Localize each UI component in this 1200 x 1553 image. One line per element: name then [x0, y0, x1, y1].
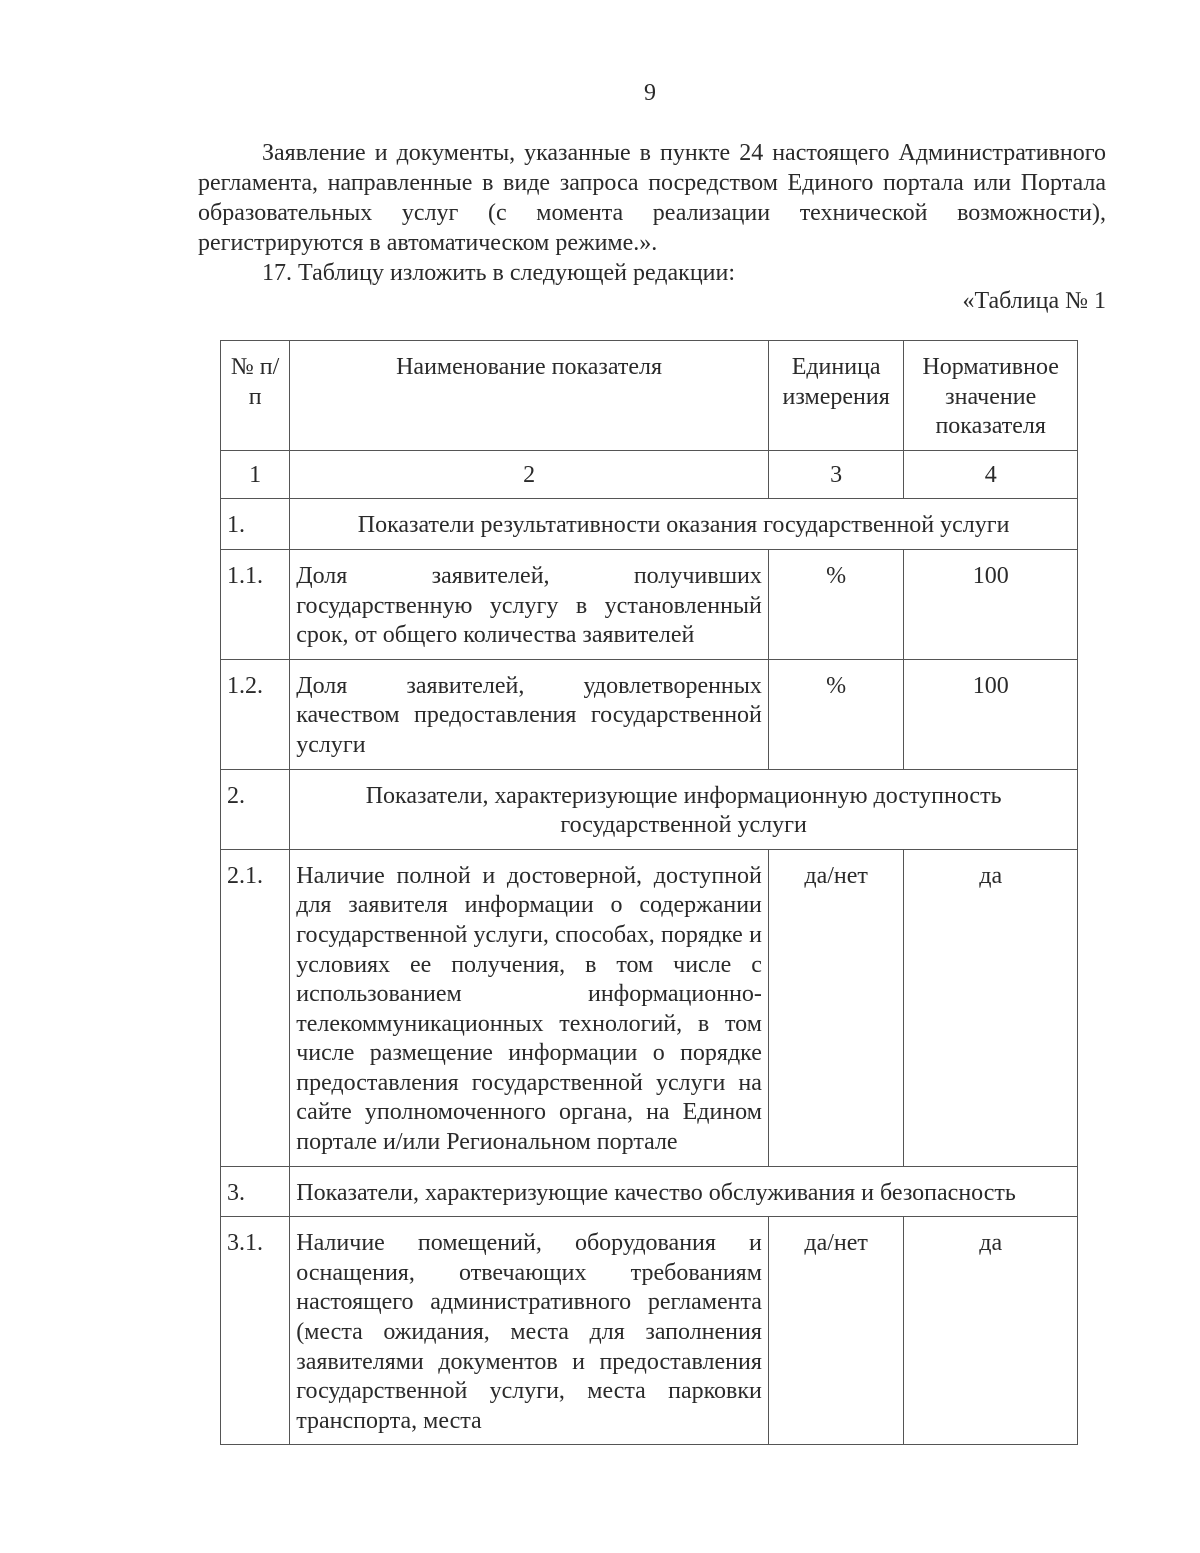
header-num: № п/п — [221, 341, 290, 451]
column-number: 4 — [904, 450, 1078, 499]
table-row — [221, 1217, 1078, 1445]
row-norm: 100 — [904, 549, 1078, 659]
section-title: Показатели, характеризующие информационную доступность государственной услуги — [290, 769, 1078, 849]
row-unit: да/нет — [768, 1217, 903, 1445]
section-title: Показатели результативности оказания государственной услуги — [290, 499, 1078, 550]
row-num: 2.1. — [221, 849, 290, 1166]
header-norm: Нормативное значение показателя — [904, 341, 1078, 451]
section-row — [221, 499, 1078, 550]
row-name: Доля заявителей, удовлетворенных качеством предоставления государственной услуги — [290, 659, 769, 769]
row-num: 3. — [221, 1166, 290, 1217]
row-name: Наличие помещений, оборудования и оснащения, отвечающих требованиям настоящего административного регламента (места ожидания, места для заполнения заявителями документов и предоставления государственной услуги, места парковки транспорта, места — [290, 1217, 769, 1445]
page-number: 9 — [644, 80, 656, 106]
row-norm: да — [904, 1217, 1078, 1445]
table-row — [221, 659, 1078, 769]
row-num: 3.1. — [221, 1217, 290, 1445]
row-num: 1.2. — [221, 659, 290, 769]
header-name: Наименование показателя — [290, 341, 769, 451]
table-row — [221, 549, 1078, 659]
row-norm: да — [904, 849, 1078, 1166]
section-row — [221, 769, 1078, 849]
row-unit: % — [768, 659, 903, 769]
row-unit: да/нет — [768, 849, 903, 1166]
header-unit: Единица измерения — [768, 341, 903, 451]
row-unit: % — [768, 549, 903, 659]
column-number: 2 — [290, 450, 769, 499]
column-number: 3 — [768, 450, 903, 499]
table-caption: «Таблица № 1 — [962, 288, 1106, 314]
indicators-table — [220, 340, 1078, 1445]
row-norm: 100 — [904, 659, 1078, 769]
section-row — [221, 1166, 1078, 1217]
row-name: Доля заявителей, получивших государственную услугу в установленный срок, от общего количества заявителей — [290, 549, 769, 659]
row-name: Наличие полной и достоверной, доступной для заявителя информации о содержании государственной услуги, способах, порядке и условиях ее получения, в том числе с использованием информационно-телекоммуникационных технологий, в том числе размещение информации о порядке предоставления государственной услуги на сайте уполномоченного органа, на Едином портале и/или Региональном портале — [290, 849, 769, 1166]
column-numbers-row — [221, 450, 1078, 499]
table-header-row — [221, 341, 1078, 451]
row-num: 1.1. — [221, 549, 290, 659]
row-num: 1. — [221, 499, 290, 550]
row-num: 2. — [221, 769, 290, 849]
section-title: Показатели, характеризующие качество обслуживания и безопасность — [290, 1166, 1078, 1217]
table-row — [221, 849, 1078, 1166]
paragraph-table-amendment: 17. Таблицу изложить в следующей редакции: — [262, 260, 736, 286]
paragraph-registration: Заявление и документы, указанные в пункте 24 настоящего Административного регламента, направленные в виде запроса посредством Единого портала или Портала образовательных услуг (с момента реализации технической возможности), регистрируются в автоматическом режиме.». — [198, 140, 1106, 256]
column-number: 1 — [221, 450, 290, 499]
